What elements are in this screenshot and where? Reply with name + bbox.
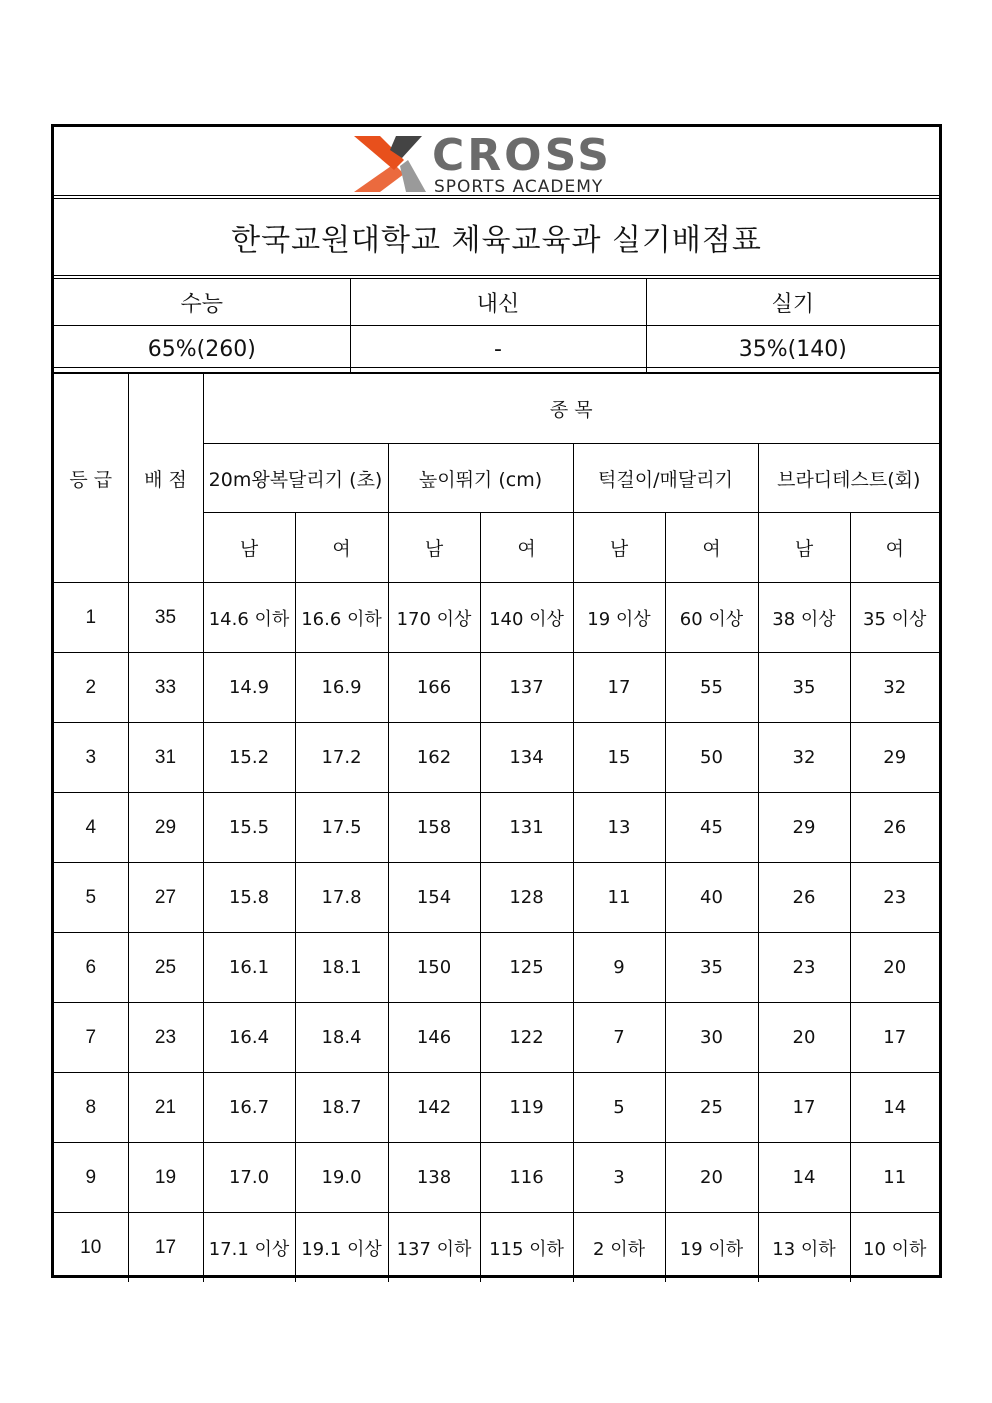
record-cell: 7 (573, 1003, 665, 1073)
record-cell: 25 (665, 1073, 758, 1143)
gender-female: 여 (480, 513, 573, 583)
record-cell: 14 (850, 1073, 939, 1143)
record-cell: 17.8 (295, 863, 388, 933)
record-cell: 146 (388, 1003, 480, 1073)
record-cell: 50 (665, 723, 758, 793)
gender-female: 여 (850, 513, 939, 583)
record-cell: 15 (573, 723, 665, 793)
record-cell: 26 (758, 863, 850, 933)
score-cell: 23 (128, 1003, 203, 1073)
record-cell: 2 이하 (573, 1213, 665, 1283)
record-cell: 17.5 (295, 793, 388, 863)
record-cell: 5 (573, 1073, 665, 1143)
record-cell: 158 (388, 793, 480, 863)
event-shuttle-run: 20m왕복달리기 (초) (203, 444, 388, 513)
gender-male: 남 (388, 513, 480, 583)
record-cell: 17.1 이상 (203, 1213, 295, 1283)
record-cell: 11 (850, 1143, 939, 1213)
score-cell: 27 (128, 863, 203, 933)
record-cell: 128 (480, 863, 573, 933)
record-cell: 32 (850, 653, 939, 723)
record-cell: 116 (480, 1143, 573, 1213)
record-cell: 20 (758, 1003, 850, 1073)
record-cell: 119 (480, 1073, 573, 1143)
gender-male: 남 (758, 513, 850, 583)
record-cell: 15.5 (203, 793, 295, 863)
record-cell: 23 (758, 933, 850, 1003)
event-pull-up: 턱걸이/매달리기 (573, 444, 758, 513)
record-cell: 18.7 (295, 1073, 388, 1143)
record-cell: 15.8 (203, 863, 295, 933)
record-cell: 55 (665, 653, 758, 723)
table-row (54, 863, 939, 933)
record-cell: 16.9 (295, 653, 388, 723)
record-cell: 38 이상 (758, 583, 850, 653)
record-cell: 29 (850, 723, 939, 793)
record-cell: 134 (480, 723, 573, 793)
score-cell: 19 (128, 1143, 203, 1213)
record-cell: 29 (758, 793, 850, 863)
table-row (54, 1003, 939, 1073)
gender-female: 여 (665, 513, 758, 583)
table-row (54, 793, 939, 863)
record-cell: 122 (480, 1003, 573, 1073)
record-cell: 131 (480, 793, 573, 863)
record-cell: 15.2 (203, 723, 295, 793)
silgi-header: 실기 (646, 279, 939, 326)
record-cell: 14 (758, 1143, 850, 1213)
events-header: 종 목 (203, 374, 939, 444)
grade-cell: 3 (54, 723, 128, 793)
grade-cell: 4 (54, 793, 128, 863)
naesin-header: 내신 (350, 279, 646, 326)
record-cell: 14.9 (203, 653, 295, 723)
logo-header (54, 127, 939, 199)
record-cell: 30 (665, 1003, 758, 1073)
logo-tagline: SPORTS ACADEMY (434, 177, 604, 196)
table-row (54, 1143, 939, 1213)
score-cell: 29 (128, 793, 203, 863)
record-cell: 26 (850, 793, 939, 863)
record-cell: 137 이하 (388, 1213, 480, 1283)
event-high-jump: 높이뛰기 (cm) (388, 444, 573, 513)
record-cell: 40 (665, 863, 758, 933)
naesin-value: - (350, 326, 646, 373)
record-cell: 170 이상 (388, 583, 480, 653)
record-cell: 19 이상 (573, 583, 665, 653)
grade-header: 등 급 (54, 374, 128, 583)
grade-cell: 5 (54, 863, 128, 933)
record-cell: 45 (665, 793, 758, 863)
event-burpee-test: 브라디테스트(회) (758, 444, 939, 513)
record-cell: 20 (850, 933, 939, 1003)
record-cell: 18.4 (295, 1003, 388, 1073)
table-row (54, 583, 939, 653)
record-cell: 20 (665, 1143, 758, 1213)
record-cell: 23 (850, 863, 939, 933)
score-cell: 17 (128, 1213, 203, 1283)
record-cell: 166 (388, 653, 480, 723)
record-cell: 9 (573, 933, 665, 1003)
record-cell: 140 이상 (480, 583, 573, 653)
record-cell: 19.1 이상 (295, 1213, 388, 1283)
record-cell: 142 (388, 1073, 480, 1143)
record-cell: 18.1 (295, 933, 388, 1003)
record-cell: 17 (573, 653, 665, 723)
table-row (54, 1073, 939, 1143)
record-cell: 3 (573, 1143, 665, 1213)
record-cell: 125 (480, 933, 573, 1003)
silgi-value: 35%(140) (646, 326, 939, 373)
page-title: 한국교원대학교 체육교육과 실기배점표 (54, 199, 939, 279)
record-cell: 150 (388, 933, 480, 1003)
gender-female: 여 (295, 513, 388, 583)
record-cell: 35 (758, 653, 850, 723)
record-cell: 137 (480, 653, 573, 723)
table-row (54, 933, 939, 1003)
record-cell: 13 (573, 793, 665, 863)
record-cell: 35 (665, 933, 758, 1003)
grade-cell: 8 (54, 1073, 128, 1143)
practical-score-table (54, 373, 939, 1282)
record-cell: 13 이하 (758, 1213, 850, 1283)
record-cell: 162 (388, 723, 480, 793)
record-cell: 32 (758, 723, 850, 793)
grade-cell: 7 (54, 1003, 128, 1073)
score-ratio-table (54, 279, 939, 373)
suneung-header: 수능 (54, 279, 350, 326)
record-cell: 16.6 이하 (295, 583, 388, 653)
record-cell: 16.1 (203, 933, 295, 1003)
record-cell: 60 이상 (665, 583, 758, 653)
record-cell: 16.7 (203, 1073, 295, 1143)
score-sheet (51, 124, 942, 1278)
table-row (54, 1213, 939, 1283)
grade-cell: 9 (54, 1143, 128, 1213)
cross-logo (350, 130, 640, 196)
record-cell: 154 (388, 863, 480, 933)
grade-cell: 6 (54, 933, 128, 1003)
logo-x-orange-bottom (354, 164, 404, 192)
record-cell: 17 (850, 1003, 939, 1073)
record-cell: 138 (388, 1143, 480, 1213)
table-row (54, 653, 939, 723)
logo-x-gray-bottom (400, 160, 426, 192)
score-cell: 25 (128, 933, 203, 1003)
suneung-value: 65%(260) (54, 326, 350, 373)
record-cell: 35 이상 (850, 583, 939, 653)
score-cell: 33 (128, 653, 203, 723)
table-row (54, 723, 939, 793)
score-cell: 35 (128, 583, 203, 653)
record-cell: 19.0 (295, 1143, 388, 1213)
grade-cell: 10 (54, 1213, 128, 1283)
score-header: 배 점 (128, 374, 203, 583)
gender-male: 남 (203, 513, 295, 583)
record-cell: 16.4 (203, 1003, 295, 1073)
grade-cell: 2 (54, 653, 128, 723)
gender-male: 남 (573, 513, 665, 583)
record-cell: 17.0 (203, 1143, 295, 1213)
record-cell: 11 (573, 863, 665, 933)
grade-cell: 1 (54, 583, 128, 653)
record-cell: 19 이하 (665, 1213, 758, 1283)
record-cell: 10 이하 (850, 1213, 939, 1283)
record-cell: 17 (758, 1073, 850, 1143)
record-cell: 115 이하 (480, 1213, 573, 1283)
record-cell: 14.6 이하 (203, 583, 295, 653)
logo-wordmark: CROSS (432, 130, 612, 181)
record-cell: 17.2 (295, 723, 388, 793)
score-cell: 31 (128, 723, 203, 793)
score-cell: 21 (128, 1073, 203, 1143)
